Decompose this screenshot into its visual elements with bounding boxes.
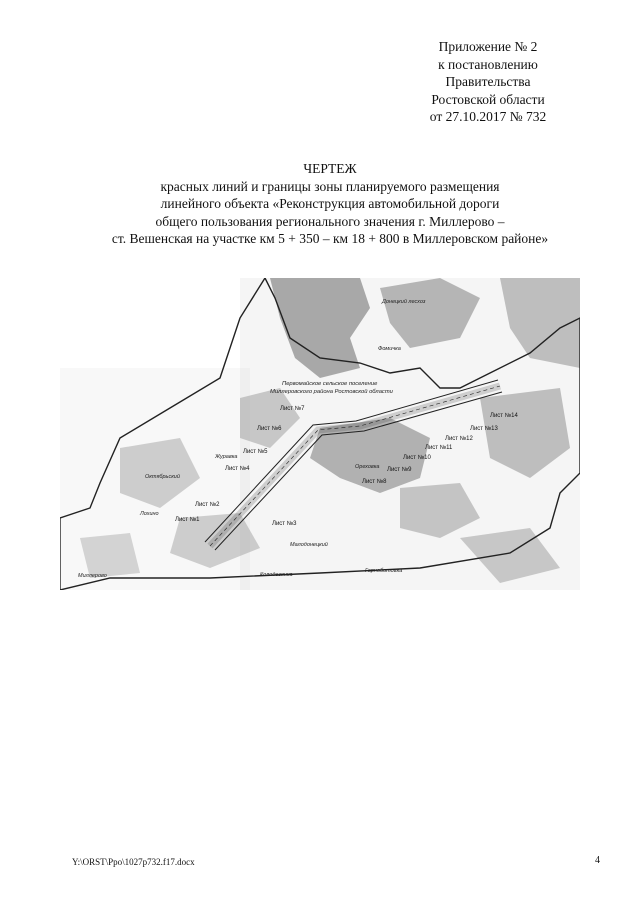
sheet-label: Лист №8 bbox=[362, 479, 387, 485]
place-label: Октябрьский bbox=[145, 474, 180, 480]
settlement-label: Первомайское сельское поселение bbox=[282, 381, 378, 387]
settlement-label: Миллеровского района Ростовской области bbox=[270, 389, 393, 395]
sheet-label: Лист №6 bbox=[257, 426, 282, 432]
sheet-label: Лист №14 bbox=[490, 413, 518, 419]
place-label: Колодезянка bbox=[260, 572, 293, 578]
appendix-line: Ростовской области bbox=[431, 91, 545, 107]
map-drawing bbox=[60, 278, 580, 590]
place-label: Фомичка bbox=[378, 346, 401, 352]
appendix-block bbox=[408, 38, 568, 126]
title-line: красных линий и границы зоны планируемого размещения bbox=[160, 178, 500, 194]
sheet-label: Лист №7 bbox=[280, 406, 305, 412]
place-label: Гарноботовка bbox=[365, 568, 403, 574]
place-label: Донецкий лесхоз bbox=[382, 299, 426, 305]
appendix-line: к постановлению bbox=[438, 56, 538, 72]
appendix-line: Правительства bbox=[445, 74, 531, 89]
sheet-label: Лист №12 bbox=[445, 436, 473, 442]
sheet-label: Лист №5 bbox=[243, 449, 268, 455]
sheet-label: Лист №2 bbox=[195, 502, 220, 508]
appendix-line: Приложение № 2 bbox=[438, 39, 538, 54]
sheet-label: Лист №11 bbox=[425, 445, 453, 451]
title-heading: ЧЕРТЕЖ bbox=[303, 161, 357, 176]
title-line: общего пользования регионального значения г. Миллерово – bbox=[155, 213, 505, 229]
sheet-label: Лист №10 bbox=[403, 455, 431, 461]
appendix-line: от 27.10.2017 № 732 bbox=[429, 109, 547, 124]
sheet-label: Лист №4 bbox=[225, 466, 250, 472]
place-label: Лохино bbox=[140, 511, 159, 517]
place-label: Малодонецкий bbox=[290, 542, 328, 548]
place-label: Ореховка bbox=[355, 464, 380, 470]
place-label: Журавка bbox=[215, 454, 238, 460]
document-title bbox=[60, 160, 600, 248]
sheet-label: Лист №9 bbox=[387, 467, 412, 473]
title-line: линейного объекта «Реконструкция автомобильной дороги bbox=[160, 196, 500, 211]
page-number: 4 bbox=[595, 855, 600, 866]
place-label: Миллерово bbox=[78, 573, 107, 579]
sheet-label: Лист №13 bbox=[470, 426, 498, 432]
sheet-label: Лист №1 bbox=[175, 517, 200, 523]
sheet-label: Лист №3 bbox=[272, 521, 297, 527]
title-line: ст. Вешенская на участке км 5 + 350 – км 18 + 800 в Миллеровском районе» bbox=[111, 231, 549, 246]
file-path: Y:\ORST\Ppo\1027p732.f17.docx bbox=[72, 857, 195, 867]
